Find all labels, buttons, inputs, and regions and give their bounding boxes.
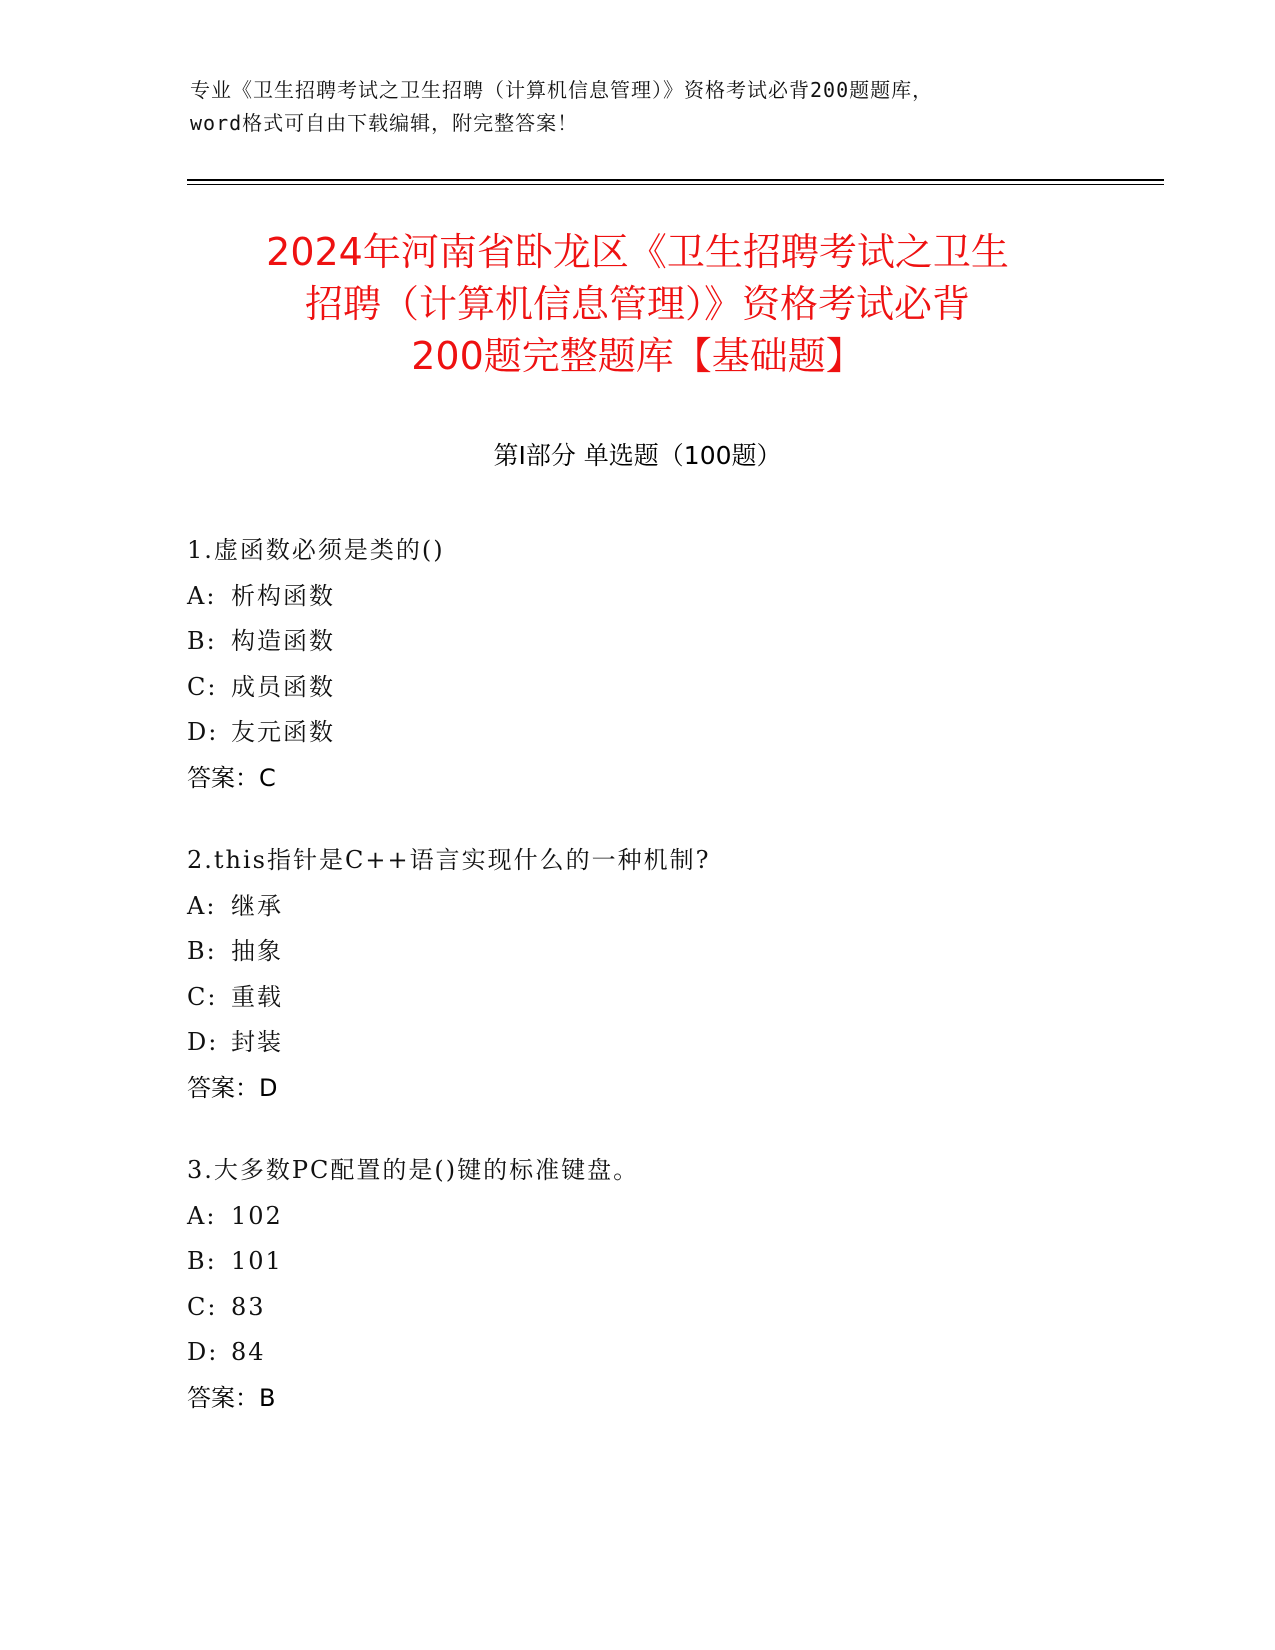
option-text: 重载	[231, 982, 283, 1011]
question-stem: 2.this指针是C++语言实现什么的一种机制?	[187, 846, 711, 874]
option-letter: B:	[187, 937, 217, 965]
header-note-line-2: word格式可自由下载编辑，附完整答案！	[190, 111, 579, 135]
option-text: 继承	[231, 891, 283, 920]
header-note	[190, 74, 1090, 140]
option-text: 封装	[231, 1028, 283, 1056]
option-text: 84	[231, 1338, 266, 1366]
question-answer: 答案：D	[187, 1073, 278, 1102]
option-a	[187, 1194, 1137, 1240]
document-title	[140, 226, 1135, 382]
option-letter: D:	[187, 1028, 219, 1056]
option-c	[187, 975, 1137, 1021]
question-answer: 答案：B	[187, 1383, 276, 1412]
option-text: 成员函数	[231, 672, 335, 701]
option-letter: A:	[187, 581, 217, 610]
option-a	[187, 884, 1137, 930]
question-answer: 答案：C	[187, 763, 276, 792]
title-line-2: 招聘（计算机信息管理）》资格考试必背	[304, 282, 970, 326]
header-rule-thick	[187, 179, 1164, 181]
option-letter: B:	[187, 627, 217, 655]
option-letter: C:	[187, 982, 218, 1011]
option-letter: D:	[187, 718, 219, 746]
option-text: 抽象	[231, 937, 283, 965]
section-heading: 第Ⅰ部分 单选题（100题）	[493, 441, 782, 470]
header-note-line-1: 专业《卫生招聘考试之卫生招聘（计算机信息管理）》资格考试必背200题题库，	[190, 78, 934, 102]
option-letter: D:	[187, 1338, 219, 1366]
option-d	[187, 1020, 1137, 1066]
option-a	[187, 574, 1137, 620]
question-block	[187, 1148, 1137, 1421]
option-text: 83	[231, 1292, 266, 1321]
option-text: 101	[231, 1247, 283, 1275]
option-d	[187, 1330, 1137, 1376]
header-rule-thin	[187, 184, 1164, 185]
question-block	[187, 528, 1137, 801]
question-stem: 1.虚函数必须是类的()	[187, 536, 445, 564]
option-d	[187, 710, 1137, 756]
question-list	[187, 528, 1137, 1458]
option-b	[187, 619, 1137, 665]
title-line-3: 200题完整题库【基础题】	[411, 334, 864, 378]
option-text: 102	[231, 1201, 283, 1230]
option-letter: C:	[187, 1292, 218, 1321]
option-text: 构造函数	[231, 627, 335, 655]
option-letter: A:	[187, 891, 217, 920]
option-b	[187, 1239, 1137, 1285]
title-line-1: 2024年河南省卧龙区《卫生招聘考试之卫生	[266, 230, 1009, 274]
option-letter: A:	[187, 1201, 217, 1230]
option-letter: C:	[187, 672, 218, 701]
option-c	[187, 1285, 1137, 1331]
question-stem: 3.大多数PC配置的是()键的标准键盘。	[187, 1156, 640, 1184]
option-c	[187, 665, 1137, 711]
option-text: 析构函数	[231, 581, 335, 610]
option-letter: B:	[187, 1247, 217, 1275]
option-b	[187, 929, 1137, 975]
option-text: 友元函数	[231, 718, 335, 746]
question-block	[187, 838, 1137, 1111]
